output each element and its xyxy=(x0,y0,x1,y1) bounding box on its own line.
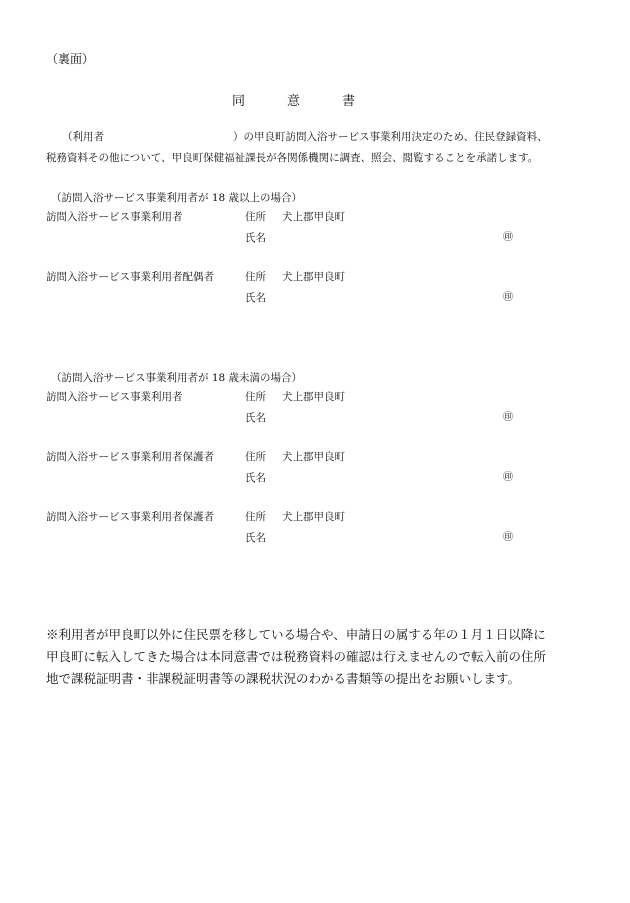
address-label: 住所 xyxy=(245,391,266,403)
seal-mark-icon: ㊞ xyxy=(503,532,513,543)
title-char: 意 xyxy=(287,94,301,109)
address-label: 住所 xyxy=(245,211,266,223)
address-label: 住所 xyxy=(245,271,266,283)
consent-line1-prefix: （利用者 xyxy=(62,131,104,143)
name-label: 氏名 xyxy=(245,232,266,244)
name-label: 氏名 xyxy=(245,412,266,424)
section-heading: （訪問入浴サービス事業利用者が 18 歳以上の場合） xyxy=(51,192,303,204)
address-value: 犬上郡甲良町 xyxy=(282,211,345,223)
signer-role: 訪問入浴サービス事業利用者 xyxy=(46,391,183,403)
seal-mark-icon: ㊞ xyxy=(503,292,513,303)
signer-role: 訪問入浴サービス事業利用者配偶者 xyxy=(46,271,214,283)
footnote-line1: ※利用者が甲良町以外に住民票を移している場合や、申請日の属する年の１月１日以降に xyxy=(46,627,546,642)
section-heading: （訪問入浴サービス事業利用者が 18 歳未満の場合） xyxy=(51,372,303,384)
signer-role: 訪問入浴サービス事業利用者 xyxy=(46,211,183,223)
back-side-label: （裏面） xyxy=(46,52,95,66)
seal-mark-icon: ㊞ xyxy=(503,232,513,243)
address-value: 犬上郡甲良町 xyxy=(282,271,345,283)
title-char: 書 xyxy=(342,94,356,109)
document-title xyxy=(232,90,397,109)
footnote-line2: 甲良町に転入してきた場合は本同意書では税務資料の確認は行えませんので転入前の住所 xyxy=(46,649,547,664)
consent-line1-suffix: ）の甲良町訪問入浴サービス事業利用決定のため、住民登録資料、 xyxy=(233,131,548,143)
seal-mark-icon: ㊞ xyxy=(503,412,513,423)
seal-mark-icon: ㊞ xyxy=(503,472,513,483)
name-label: 氏名 xyxy=(245,532,266,544)
address-label: 住所 xyxy=(245,451,266,463)
name-label: 氏名 xyxy=(245,292,266,304)
title-char: 同 xyxy=(232,94,246,109)
address-value: 犬上郡甲良町 xyxy=(282,451,345,463)
signer-role: 訪問入浴サービス事業利用者保護者 xyxy=(46,451,214,463)
footnote-line3: 地で課税証明書・非課税証明書等の課税状況のわかる書類等の提出をお願いします。 xyxy=(46,671,521,686)
address-value: 犬上郡甲良町 xyxy=(282,511,345,523)
consent-line2: 税務資料その他について、甲良町保健福祉課長が各関係機関に調査、照会、閲覧することを承諾します。 xyxy=(46,152,539,164)
address-value: 犬上郡甲良町 xyxy=(282,391,345,403)
signer-role: 訪問入浴サービス事業利用者保護者 xyxy=(46,511,214,523)
name-label: 氏名 xyxy=(245,472,266,484)
address-label: 住所 xyxy=(245,511,266,523)
